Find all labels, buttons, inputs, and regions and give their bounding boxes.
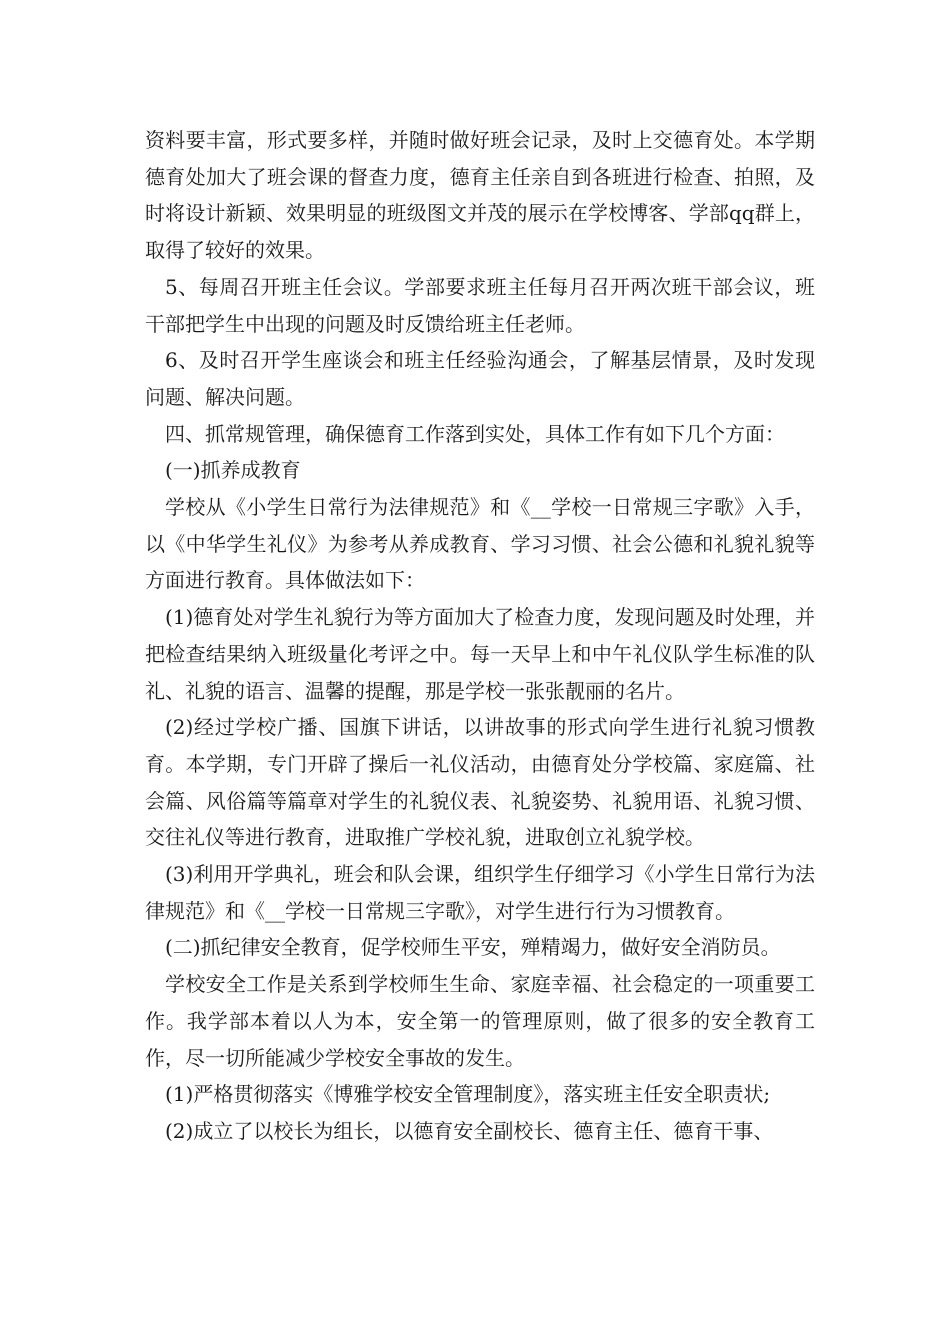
paragraph-11: 学校安全工作是关系到学校师生生命、家庭幸福、社会稳定的一项重要工作。我学部本着以人为本，安全第一的管理原则，做了很多的安全教育工作，尽一切所能减少学校安全事故的发生。 xyxy=(145,972,815,1070)
paragraph-5: (一)抓养成教育 xyxy=(165,458,301,483)
paragraph-9: (3)利用开学典礼，班会和队会课，组织学生仔细学习《小学生日常行为法律规范》和《__学校一日常规三字歌》，对学生进行行为习惯教育。 xyxy=(145,862,815,923)
paragraph-12: (1)严格贯彻落实《博雅学校安全管理制度》，落实班主任安全职责状; xyxy=(165,1082,771,1107)
paragraph-13: (2)成立了以校长为组长，以德育安全副校长、德育主任、德育干事、 xyxy=(165,1118,774,1143)
paragraph-8: (2)经过学校广播、国旗下讲话，以讲故事的形式向学生进行礼貌习惯教育。本学期，专门开辟了操后一礼仪活动，由德育处分学校篇、家庭篇、社会篇、风俗篇等篇章对学生的礼貌仪表、礼貌姿势、礼貌用语、礼貌习惯、交往礼仪等进行教育，进取推广学校礼貌，进取创立礼貌学校。 xyxy=(145,715,815,850)
paragraph-7: (1)德育处对学生礼貌行为等方面加大了检查力度，发现问题及时处理，并把检查结果纳入班级量化考评之中。每一天早上和中午礼仪队学生标准的队礼、礼貌的语言、温馨的提醒，那是学校一张张靓丽的名片。 xyxy=(145,605,815,703)
document-body xyxy=(145,122,815,1150)
paragraph-1: 资料要丰富，形式要多样，并随时做好班会记录，及时上交德育处。本学期德育处加大了班会课的督查力度，德育主任亲自到各班进行检查、拍照，及时将设计新颖、效果明显的班级图文并茂的展示在学校博客、学部qq群上，取得了较好的效果。 xyxy=(145,128,815,263)
paragraph-3: 6、及时召开学生座谈会和班主任经验沟通会，了解基层情景，及时发现问题、解决问题。 xyxy=(145,348,815,409)
paragraph-10: (二)抓纪律安全教育，促学校师生平安，殚精竭力，做好安全消防员。 xyxy=(165,935,781,960)
paragraph-4: 四、抓常规管理，确保德育工作落到实处，具体工作有如下几个方面： xyxy=(165,421,785,446)
paragraph-6: 学校从《小学生日常行为法律规范》和《__学校一日常规三字歌》入手，以《中华学生礼仪》为参考从养成教育、学习习惯、社会公德和礼貌礼貌等方面进行教育。具体做法如下： xyxy=(145,495,815,593)
paragraph-2: 5、每周召开班主任会议。学部要求班主任每月召开两次班干部会议，班干部把学生中出现的问题及时反馈给班主任老师。 xyxy=(145,274,815,336)
